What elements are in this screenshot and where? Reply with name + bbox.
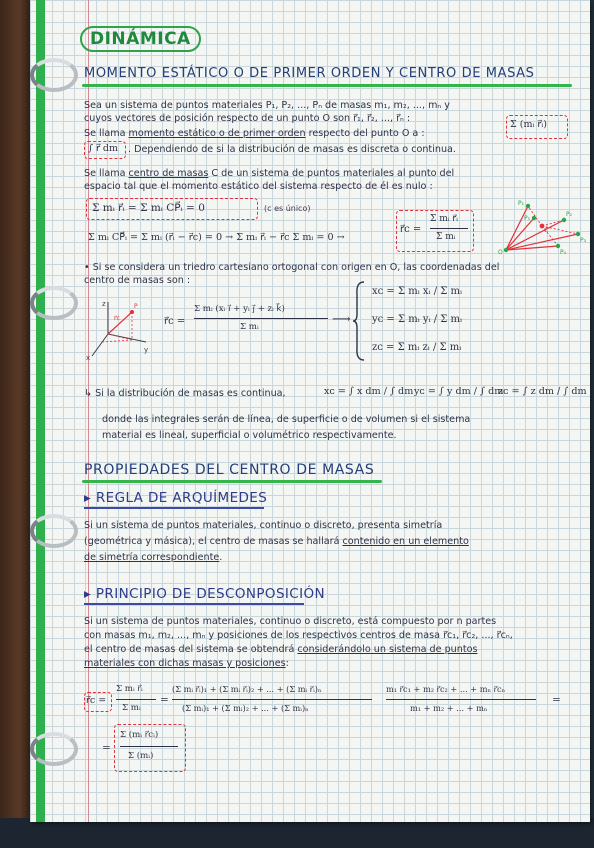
diagram-label: P₂	[566, 211, 573, 218]
key-phrase: contenido en un elemento	[342, 536, 469, 547]
paragraph	[84, 262, 584, 286]
text-line: centro de masas son :	[84, 275, 191, 286]
points-vector-diagram	[488, 196, 588, 256]
text-line: donde las integrales serán de línea, de superficie o de volumen si el sistema	[102, 414, 471, 425]
axis-label: y	[144, 346, 149, 354]
text-span: respecto del punto O a :	[305, 128, 425, 139]
notebook-page	[30, 0, 590, 822]
fraction-bar	[430, 228, 468, 229]
desk-surface	[0, 818, 594, 848]
key-phrase: materiales con dichas masas y posiciones	[84, 658, 286, 669]
section-underline	[82, 84, 572, 87]
section-underline	[82, 480, 382, 483]
formula-last-den: Σ (mᵢ)	[128, 751, 154, 761]
page-title: DINÁMICA	[80, 26, 201, 52]
paragraph	[84, 616, 590, 669]
text-span: el centro de masas del sistema se obtendrá	[84, 644, 298, 655]
formula-frac1-num: Σ mᵢ r⃗ᵢ	[116, 684, 143, 694]
axis-label: P	[134, 303, 138, 310]
brace-icon	[352, 280, 366, 362]
subheading-descomposicion: ▸ PRINCIPIO DE DESCONPOSICIÓN	[84, 586, 326, 602]
formula-xc-continuous: xᴄ = ∫ x dm / ∫ dm	[324, 386, 414, 397]
formula-rc-lhs: r⃗c =	[400, 224, 422, 235]
formula-rc-num: Σ mᵢ r⃗ᵢ	[430, 214, 458, 224]
text-line: Si un sistema de puntos materiales, continuo o discreto, está compuesto por n partes	[84, 616, 497, 627]
equals-sign: =	[160, 694, 169, 706]
binder-ring-icon	[30, 286, 78, 320]
formula-rc-components-den: Σ mᵢ	[240, 322, 259, 332]
paragraph	[84, 520, 584, 563]
subheading-underline	[84, 603, 304, 605]
text-span: .	[219, 552, 223, 563]
text-span: :	[285, 658, 289, 669]
text-line	[84, 658, 590, 669]
binder-ring-icon	[30, 514, 78, 548]
formula-xc: xᴄ = Σ mᵢ xᵢ / Σ mᵢ	[372, 286, 463, 297]
diagram-label: P₃	[580, 237, 587, 244]
text-line	[84, 536, 584, 547]
formula-derivation: Σ mᵢ CP⃗ᵢ = Σ mᵢ (r⃗ᵢ − r⃗c) = 0 → Σ mᵢ r⃗ᵢ − r⃗c Σ mᵢ = 0 →	[88, 232, 345, 243]
equals-sign: =	[552, 694, 561, 706]
cartesian-axes-diagram	[84, 296, 154, 362]
axis-label: z	[102, 300, 106, 308]
formula-zc: zᴄ = Σ mᵢ zᵢ / Σ mᵢ	[372, 342, 462, 353]
text-line: Sea un sistema de puntos materiales P₁, P₂, ..., Pₙ de masas m₁, m₂, ..., mₙ y	[84, 100, 450, 111]
arrow-icon: ⟶	[332, 312, 351, 327]
formula-rc-lhs: r⃗c =	[86, 695, 107, 706]
formula-rc-components-num: Σ mᵢ (xᵢ i⃗ + yᵢ j⃗ + zᵢ k⃗)	[194, 304, 285, 314]
fraction-bar	[172, 699, 372, 700]
formula-frac1-den: Σ mᵢ	[122, 703, 141, 713]
text-line	[84, 644, 590, 655]
diagram-label: O	[498, 249, 503, 256]
formula-yc-continuous: yᴄ = ∫ y dm / ∫ dm	[414, 386, 504, 397]
formula-frac2-num: (Σ mᵢ r⃗ᵢ)₁ + (Σ mᵢ r⃗ᵢ)₂ + ... + (Σ mᵢ r⃗ᵢ)ₙ	[172, 684, 322, 694]
formula-zc-continuous: zᴄ = ∫ z dm / ∫ dm	[498, 386, 587, 397]
text-line: • Si se considera un triedro cartesiano ortogonal con origen en O, las coordenadas del	[84, 262, 500, 273]
section-heading-propiedades: PROPIEDADES DEL CENTRO DE MASAS	[84, 462, 375, 478]
key-phrase: considerándolo un sistema de puntos	[297, 644, 478, 655]
binder-ring-icon	[30, 732, 78, 766]
fraction-bar	[120, 746, 178, 747]
text-line: cuyos vectores de posición respecto de un punto O son r⃗₁, r⃗₂, ..., r⃗ₙ :	[84, 113, 411, 124]
section-heading-momento: MOMENTO ESTÁTICO O DE PRIMER ORDEN Y CENTRO DE MASAS	[84, 66, 535, 81]
diagram-label: P₄	[560, 249, 567, 256]
binder-edge	[0, 0, 32, 848]
text-span: Se llama	[84, 168, 129, 179]
text-line: . Dependiendo de si la distribución de masas es discreta o continua.	[128, 144, 456, 155]
text-line: con masas m₁, m₂, ..., mₙ y posiciones de los respectivos centros de masa r⃗c₁, r⃗c₂, ..., r⃗cₙ,	[84, 630, 513, 641]
text-line: espacio tal que el momento estático del sistema respecto de él es nulo :	[84, 181, 433, 192]
defined-term: momento estático o de primer orden	[128, 128, 306, 139]
subheading-underline	[84, 507, 264, 509]
formula-last-num: Σ (mᵢ r⃗cᵢ)	[120, 730, 159, 740]
axis-label: x	[86, 354, 91, 362]
formula-rc-den: Σ mᵢ	[436, 232, 456, 242]
formula-frac3-num: m₁ r⃗c₁ + m₂ r⃗c₂ + ... + mₙ r⃗cₙ	[386, 684, 506, 694]
text-span: C de un sistema de puntos materiales al punto del	[208, 168, 455, 179]
equals-sign: =	[102, 742, 111, 754]
diagram-label: P₅	[524, 215, 531, 222]
subheading-arquimedes: ▸ REGLA DE ARQUÍMEDES	[84, 490, 268, 506]
paragraph	[102, 414, 582, 441]
formula-integral: ∫ r⃗ dm	[88, 143, 118, 154]
formula-rc-lhs: r⃗c =	[164, 316, 186, 327]
paragraph	[84, 168, 584, 192]
formula-frac3-den: m₁ + m₂ + ... + mₙ	[410, 703, 488, 713]
formula-frac2-den: (Σ mᵢ)₁ + (Σ mᵢ)₂ + ... + (Σ mᵢ)ₙ	[182, 703, 309, 713]
fraction-bar	[116, 699, 156, 700]
axis-label: r⃗c	[114, 315, 120, 322]
defined-term: centro de masas	[128, 168, 209, 179]
formula-yc: yᴄ = Σ mᵢ yᵢ / Σ mᵢ	[372, 314, 463, 325]
formula-cm-definition: Σ mᵢ r⃗ᵢ = Σ mᵢ CP⃗ᵢ = 0	[92, 202, 205, 214]
text-span: (geométrica y másica), el centro de masas se hallará	[84, 536, 343, 547]
binder-ring-icon	[30, 58, 78, 92]
formula-sum-mr: Σ (mᵢ r⃗ᵢ)	[510, 119, 547, 130]
text-line	[84, 168, 584, 179]
fraction-bar	[194, 318, 328, 319]
note: (c es único)	[264, 204, 311, 213]
text-line: ↳ Si la distribución de masas es continua,	[84, 388, 286, 399]
text-line	[84, 552, 584, 563]
key-phrase: de simetría correspondiente	[84, 552, 220, 563]
diagram-label: P₁	[518, 200, 525, 207]
page-green-margin	[36, 0, 45, 822]
diagram-label: C	[544, 227, 549, 234]
fraction-bar	[386, 699, 536, 700]
text-line: material es lineal, superficial o volumétrico respectivamente.	[102, 430, 397, 441]
text-line: Si un sistema de puntos materiales, continuo o discreto, presenta simetría	[84, 520, 443, 531]
text-span: Se llama	[84, 128, 129, 139]
